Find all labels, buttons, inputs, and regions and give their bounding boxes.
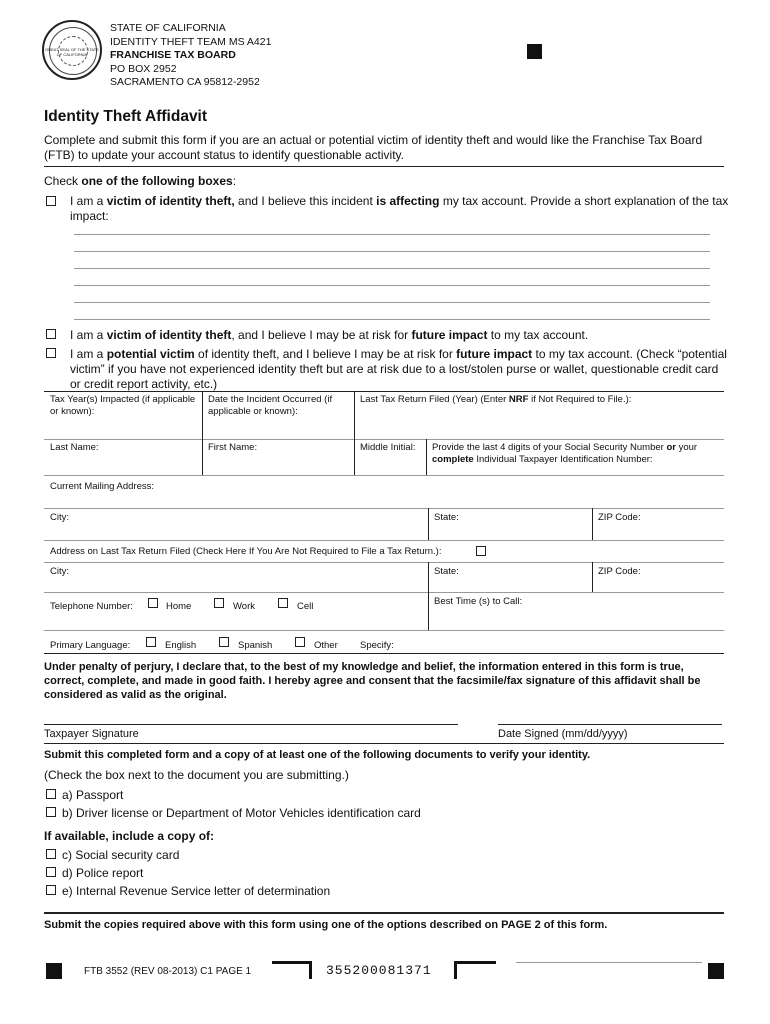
language-other-checkbox[interactable] <box>295 637 305 647</box>
option-potential-victim-checkbox[interactable] <box>46 348 56 358</box>
explanation-line[interactable] <box>74 319 710 320</box>
divider <box>44 912 724 914</box>
form-row-line <box>44 630 724 631</box>
police-report-label: d) Police report <box>62 866 144 880</box>
ssn-label: Provide the last 4 digits of your Social Security Number or your complete Individual Taxpayer Identification Number: <box>432 442 698 465</box>
police-report-checkbox[interactable] <box>46 867 56 877</box>
form-row-line <box>44 475 724 476</box>
specify-label: Specify: <box>360 640 394 651</box>
best-time-label: Best Time (s) to Call: <box>434 596 523 607</box>
driver-license-label: b) Driver license or Department of Motor Vehicles identification card <box>62 806 421 820</box>
cell-divider <box>428 508 429 540</box>
date-signed-line[interactable] <box>498 724 722 725</box>
last-return-address-label: Address on Last Tax Return Filed (Check Here If You Are Not Required to File a Tax Return.): <box>50 546 442 557</box>
agency-address <box>110 22 271 90</box>
option-future-impact-checkbox[interactable] <box>46 329 56 339</box>
divider <box>44 166 724 167</box>
submit-heading: Submit this completed form and a copy of at least one of the following documents to verify your identity. <box>44 749 591 761</box>
phone-cell-checkbox[interactable] <box>278 598 288 608</box>
explanation-line[interactable] <box>74 251 710 252</box>
option-affecting-text: I am a victim of identity theft, and I believe this incident is affecting my tax account. Provide a short explanation of the tax impact: <box>70 194 729 223</box>
not-required-to-file-checkbox[interactable] <box>476 546 486 556</box>
check-instruction: Check one of the following boxes: <box>44 174 237 188</box>
zip-label: ZIP Code: <box>598 512 641 523</box>
explanation-line[interactable] <box>74 302 710 303</box>
phone-work-label: Work <box>233 601 255 612</box>
first-name-label: First Name: <box>208 442 258 453</box>
address-line: PO BOX 2952 <box>110 62 177 75</box>
cell-divider <box>354 391 355 439</box>
last-name-label: Last Name: <box>50 442 99 453</box>
language-spanish-checkbox[interactable] <box>219 637 229 647</box>
explanation-line[interactable] <box>74 268 710 269</box>
form-border <box>44 391 724 392</box>
state-label: State: <box>434 512 459 523</box>
signature-line[interactable] <box>44 724 458 725</box>
option-potential-victim-text: I am a potential victim of identity theft, and I believe I may be at risk for future impact to my tax account. (Check “potential victim” if you have not experienced identity theft but are at risk due to a lost/stolen purse or wallet, questionable credit card or credit report activity, etc.) <box>70 347 727 391</box>
telephone-label: Telephone Number: <box>50 601 133 612</box>
explanation-line[interactable] <box>74 234 710 235</box>
tax-years-label: Tax Year(s) Impacted (if applicable or known): <box>50 394 196 417</box>
page-title: Identity Theft Affidavit <box>44 108 208 125</box>
city-label: City: <box>50 512 69 523</box>
irs-letter-label: e) Internal Revenue Service letter of determination <box>62 884 331 898</box>
cell-divider <box>426 439 427 475</box>
address-line: FRANCHISE TAX BOARD <box>110 49 236 61</box>
cell-divider <box>428 562 429 592</box>
form-id: FTB 3552 (REV 08-2013) C1 PAGE 1 <box>84 966 252 977</box>
form-row-line <box>44 439 724 440</box>
check-note: (Check the box next to the document you are submitting.) <box>44 768 349 782</box>
corner-mark <box>454 961 496 979</box>
taxpayer-signature-label: Taxpayer Signature <box>44 728 139 740</box>
perjury-statement: Under penalty of perjury, I declare that, to the best of my knowledge and belief, the information entered in this form is true, correct, complete, and made in good faith. I hereby agree and consent that the facsimile/fax signature of this affidavit shall be considered as valid as the original. <box>44 661 701 701</box>
language-english-checkbox[interactable] <box>146 637 156 647</box>
cell-divider <box>202 439 203 475</box>
form-row-line <box>44 562 724 563</box>
irs-letter-checkbox[interactable] <box>46 885 56 895</box>
language-other-label: Other <box>314 640 338 651</box>
state-label: State: <box>434 566 459 577</box>
ssn-card-label: c) Social security card <box>62 848 180 862</box>
form-row-line <box>44 508 724 509</box>
cell-divider <box>592 508 593 540</box>
cell-divider <box>202 391 203 439</box>
phone-work-checkbox[interactable] <box>214 598 224 608</box>
barcode-number: 355200081371 <box>326 963 432 978</box>
option-affecting-checkbox[interactable] <box>46 196 56 206</box>
phone-home-label: Home <box>166 601 192 612</box>
city-label: City: <box>50 566 69 577</box>
primary-language-label: Primary Language: <box>50 640 131 651</box>
form-row-line <box>44 540 724 541</box>
cell-divider <box>428 592 429 630</box>
address-line: SACRAMENTO CA 95812-2952 <box>110 76 260 88</box>
language-spanish-label: Spanish <box>238 640 273 651</box>
divider <box>44 743 724 744</box>
language-english-label: English <box>165 640 197 651</box>
form-row-line <box>44 592 724 593</box>
phone-cell-label: Cell <box>297 601 314 612</box>
explanation-line[interactable] <box>74 285 710 286</box>
registration-mark <box>708 963 724 979</box>
corner-mark <box>272 961 312 979</box>
address-line: IDENTITY THEFT TEAM MS A421 <box>110 35 272 48</box>
final-note: Submit the copies required above with this form using one of the options described on PAGE 2 of this form. <box>44 919 608 931</box>
state-seal-icon <box>42 20 102 80</box>
intro-text: Complete and submit this form if you are an actual or potential victim of identity theft and would like the Franchise Tax Board (FTB) to update your account status to identify questionable activity. <box>44 133 703 162</box>
seal-text: GREAT SEAL OF THE STATE OF CALIFORNIA <box>45 47 99 57</box>
cell-divider <box>354 439 355 475</box>
last-filed-label: Last Tax Return Filed (Year) (Enter NRF if Not Required to File.): <box>360 394 632 405</box>
form-border <box>44 653 724 654</box>
passport-checkbox[interactable] <box>46 789 56 799</box>
cell-divider <box>592 562 593 592</box>
date-signed-label: Date Signed (mm/dd/yyyy) <box>498 728 628 740</box>
ssn-card-checkbox[interactable] <box>46 849 56 859</box>
incident-date-label: Date the Incident Occurred (if applicable or known): <box>208 394 333 417</box>
address-line: STATE OF CALIFORNIA <box>110 22 226 34</box>
registration-mark <box>46 963 62 979</box>
available-heading: If available, include a copy of: <box>44 829 215 843</box>
footer-line <box>516 962 702 963</box>
middle-initial-label: Middle Initial: <box>360 442 416 453</box>
zip-label: ZIP Code: <box>598 566 641 577</box>
mailing-address-label: Current Mailing Address: <box>50 481 155 492</box>
driver-license-checkbox[interactable] <box>46 807 56 817</box>
option-future-impact-text: I am a victim of identity theft, and I believe I may be at risk for future impact to my tax account. <box>70 328 589 342</box>
registration-mark <box>527 44 542 59</box>
phone-home-checkbox[interactable] <box>148 598 158 608</box>
passport-label: a) Passport <box>62 788 124 802</box>
